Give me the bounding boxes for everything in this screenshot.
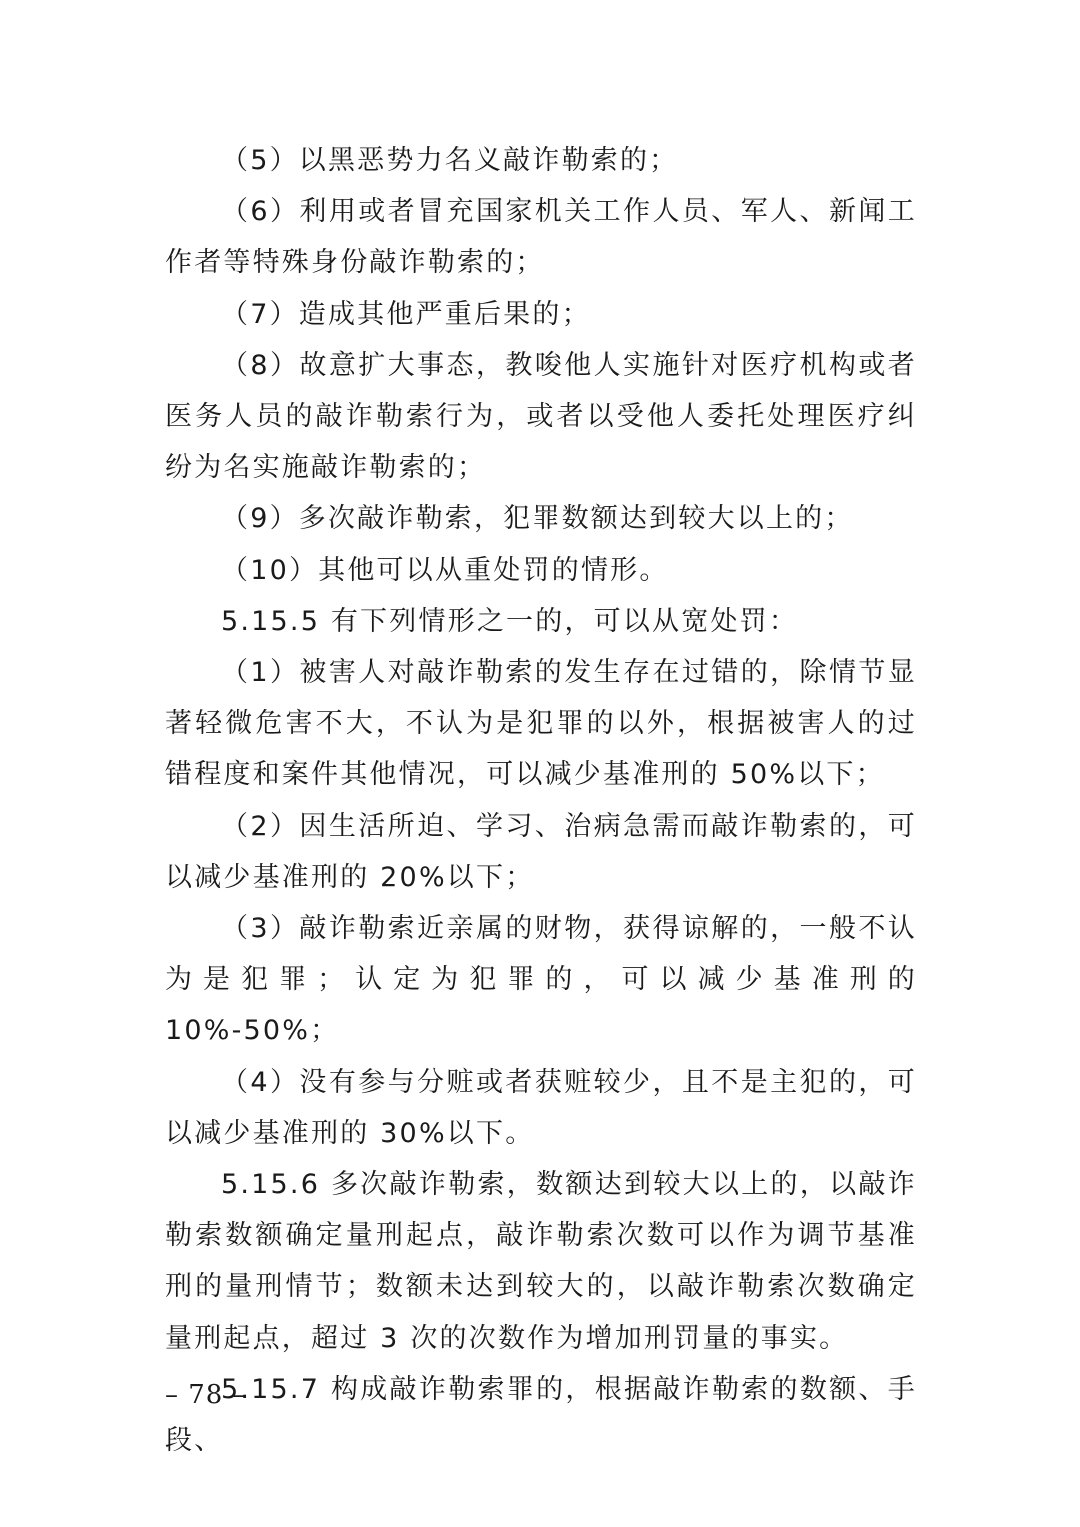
mitigation-item-2: （2）因生活所迫、学习、治病急需而敲诈勒索的，可以减少基准刑的 20%以下； xyxy=(165,810,917,893)
document-body xyxy=(165,135,917,1466)
paragraph-item-7: （7）造成其他严重后果的； xyxy=(221,298,591,330)
paragraph-item-9: （9）多次敲诈勒索，犯罪数额达到较大以上的； xyxy=(221,503,854,535)
mitigation-item-4: （4）没有参与分赃或者获赃较少，且不是主犯的，可以减少基准刑的 30%以下。 xyxy=(165,1066,917,1149)
clause-5-15-6: 5.15.6 多次敲诈勒索，数额达到较大以上的，以敲诈勒索数额确定量刑起点，敲诈勒索次数可以作为调节基准刑的量刑情节；数额未达到较大的，以敲诈勒索次数确定量刑起点，超过 3 次的次数作为增加刑罚量的事实。 xyxy=(165,1169,917,1354)
paragraph-item-10: （10）其他可以从重处罚的情形。 xyxy=(221,554,669,586)
clause-5-15-7: 5.15.7 构成敲诈勒索罪的，根据敲诈勒索的数额、手段、 xyxy=(165,1373,917,1457)
page-number: – 78 – xyxy=(165,1380,247,1410)
clause-5-15-5: 5.15.5 有下列情形之一的，可以从宽处罚： xyxy=(221,605,799,637)
paragraph-item-8: （8）故意扩大事态，教唆他人实施针对医疗机构或者医务人员的敲诈勒索行为，或者以受他人委托处理医疗纠纷为名实施敲诈勒索的； xyxy=(165,349,917,484)
mitigation-item-3: （3）敲诈勒索近亲属的财物，获得谅解的，一般不认为是犯罪；认定为犯罪的，可以减少基准刑的 10%-50%； xyxy=(165,913,917,1047)
mitigation-item-1: （1）被害人对敲诈勒索的发生存在过错的，除情节显著轻微危害不大，不认为是犯罪的以外，根据被害人的过错程度和案件其他情况，可以减少基准刑的 50%以下； xyxy=(165,657,917,791)
paragraph-item-5: （5）以黑恶势力名义敲诈勒索的； xyxy=(221,145,679,176)
paragraph-item-6: （6）利用或者冒充国家机关工作人员、军人、新闻工作者等特殊身份敲诈勒索的； xyxy=(165,196,917,279)
